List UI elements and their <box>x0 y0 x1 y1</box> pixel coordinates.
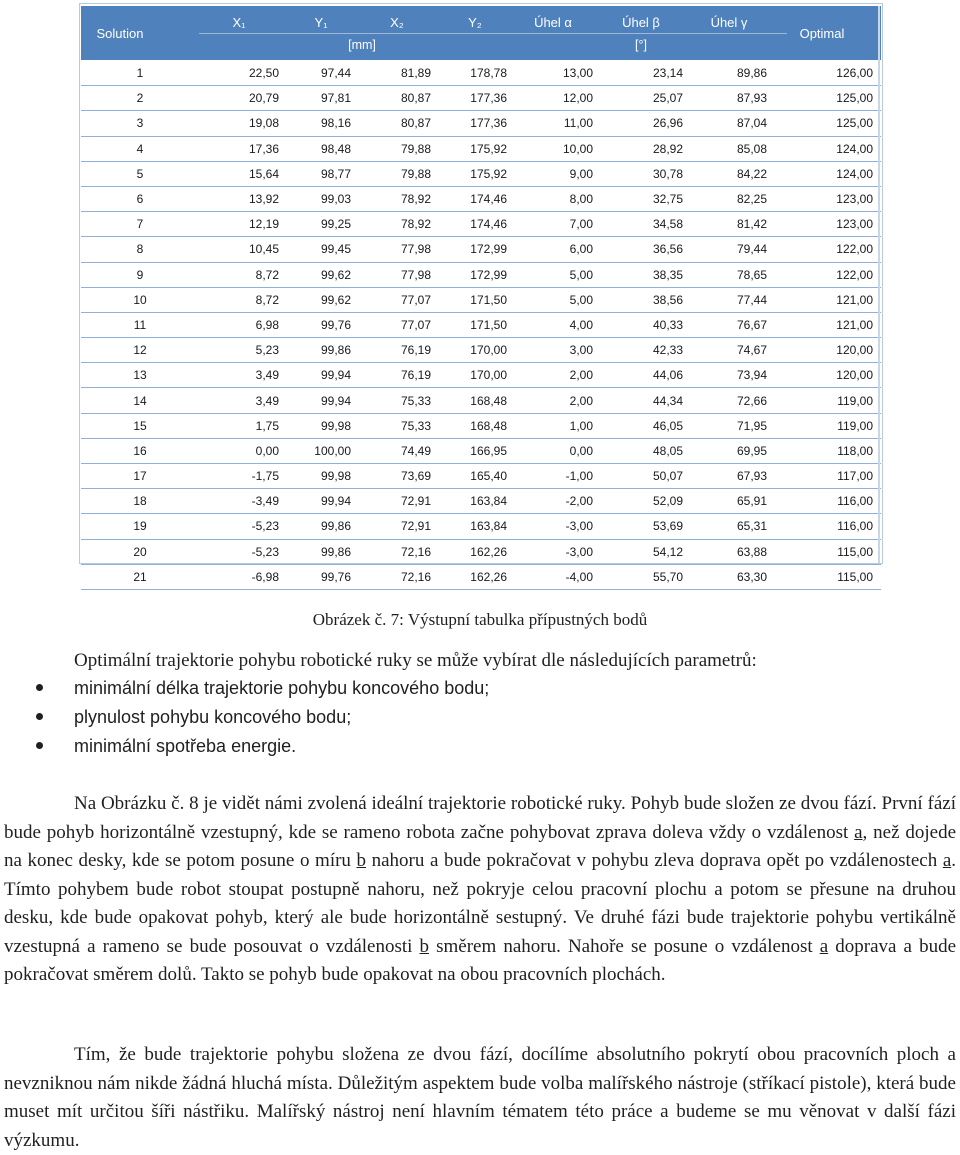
table-cell: 79,88 <box>357 136 437 161</box>
table-cell: 99,94 <box>285 363 357 388</box>
table-cell: 177,36 <box>437 111 513 136</box>
table-cell: -3,00 <box>513 514 599 539</box>
table-cell: 10,00 <box>513 136 599 161</box>
table-cell: 12,00 <box>513 86 599 111</box>
header-unit-mm: [mm] <box>348 38 376 52</box>
table-cell: 23,14 <box>599 61 689 86</box>
table-cell: 9,00 <box>513 161 599 186</box>
results-table-figure <box>79 3 883 584</box>
table-cell: 6,98 <box>199 312 285 337</box>
table-cell: 77,44 <box>689 287 773 312</box>
table-cell: 5,00 <box>513 262 599 287</box>
table-cell: 38,56 <box>599 287 689 312</box>
table-cell: 53,69 <box>599 514 689 539</box>
table-cell: 120,00 <box>773 338 881 363</box>
solution-number: 20 <box>81 539 199 564</box>
table-cell: 168,48 <box>437 413 513 438</box>
table-cell: 163,84 <box>437 514 513 539</box>
table-cell: 119,00 <box>773 413 881 438</box>
header-beta: Úhel β <box>622 15 660 30</box>
header-optimal: Optimal <box>799 26 845 41</box>
table-cell: 20,79 <box>199 86 285 111</box>
table-row <box>81 186 881 211</box>
table-cell: 175,92 <box>437 136 513 161</box>
table-cell: 26,96 <box>599 111 689 136</box>
header-gamma: Úhel γ <box>710 15 748 30</box>
solution-number: 12 <box>81 338 199 363</box>
table-cell: 97,44 <box>285 61 357 86</box>
table-cell: 38,35 <box>599 262 689 287</box>
table-cell: 165,40 <box>437 464 513 489</box>
table-cell: 30,78 <box>599 161 689 186</box>
table-cell: 71,95 <box>689 413 773 438</box>
table-cell: 2,00 <box>513 388 599 413</box>
table-cell: 44,34 <box>599 388 689 413</box>
table-cell: 28,92 <box>599 136 689 161</box>
table-cell: 77,07 <box>357 287 437 312</box>
table-cell: 174,46 <box>437 212 513 237</box>
table-cell: 63,30 <box>689 564 773 589</box>
solution-number: 6 <box>81 186 199 211</box>
table-cell: 99,94 <box>285 489 357 514</box>
text-span: . Tímto pohybem bude robot stoupat postupně nahoru, než pokryje celou pracovní plochu a potom se přesune na druhou desku, kde bude opakovat pohyb, který ale bude horizontálně sestupný. Ve druhé fázi bude trajektorie pohybu vertikálně vzestupná a rameno se bude posouvat o vzdálenosti <box>4 850 956 957</box>
table-row <box>81 312 881 337</box>
solution-number: 13 <box>81 363 199 388</box>
solution-number: 7 <box>81 212 199 237</box>
table-cell: 87,93 <box>689 86 773 111</box>
solution-number: 8 <box>81 237 199 262</box>
table-cell: 122,00 <box>773 262 881 287</box>
table-cell: 48,05 <box>599 438 689 463</box>
table-cell: 67,93 <box>689 464 773 489</box>
list-item-text: minimální délka trajektorie pohybu koncového bodu; <box>74 678 490 698</box>
table-cell: 76,19 <box>357 338 437 363</box>
list-item <box>0 677 489 706</box>
table-cell: 99,86 <box>285 514 357 539</box>
table-cell: 166,95 <box>437 438 513 463</box>
table-cell: 32,75 <box>599 186 689 211</box>
table-row <box>81 237 881 262</box>
solution-number: 4 <box>81 136 199 161</box>
table-cell: 99,76 <box>285 312 357 337</box>
solution-number: 9 <box>81 262 199 287</box>
table-cell: 8,72 <box>199 287 285 312</box>
table-cell: 6,00 <box>513 237 599 262</box>
solution-number: 2 <box>81 86 199 111</box>
table-cell: 52,09 <box>599 489 689 514</box>
table-cell: 99,62 <box>285 287 357 312</box>
solution-number: 19 <box>81 514 199 539</box>
table-cell: 82,25 <box>689 186 773 211</box>
table-cell: 72,91 <box>357 489 437 514</box>
figure-caption: Obrázek č. 7: Výstupní tabulka přípustných bodů <box>312 610 648 629</box>
table-row <box>81 86 881 111</box>
table-cell: 87,04 <box>689 111 773 136</box>
list-item-text: plynulost pohybu koncového bodu; <box>74 707 352 727</box>
table-cell: 72,91 <box>357 514 437 539</box>
table-cell: 3,00 <box>513 338 599 363</box>
solution-number: 11 <box>81 312 199 337</box>
table-cell: 98,77 <box>285 161 357 186</box>
table-cell: 100,00 <box>285 438 357 463</box>
variable-b: b <box>419 935 430 957</box>
solution-number: 17 <box>81 464 199 489</box>
table-cell: 55,70 <box>599 564 689 589</box>
table-cell: 99,76 <box>285 564 357 589</box>
header-y2: Y₂ <box>468 15 482 30</box>
table-cell: 73,69 <box>357 464 437 489</box>
table-row <box>81 438 881 463</box>
table-cell: 124,00 <box>773 136 881 161</box>
table-cell: 116,00 <box>773 514 881 539</box>
table-cell: 77,07 <box>357 312 437 337</box>
header-divider-mm <box>199 33 525 34</box>
table-cell: 72,66 <box>689 388 773 413</box>
table-row <box>81 61 881 86</box>
table-cell: 2,00 <box>513 363 599 388</box>
table-cell: 119,00 <box>773 388 881 413</box>
table-cell: 99,98 <box>285 413 357 438</box>
table-cell: -3,00 <box>513 539 599 564</box>
table-row <box>81 464 881 489</box>
table-cell: 75,33 <box>357 413 437 438</box>
solution-number: 10 <box>81 287 199 312</box>
text-span: Na Obrázku č. 8 je vidět námi zvolená ideální trajektorie robotické ruky. Pohyb bude složen ze dvou fází. První fází bude pohyb horizontálně vzestupný, kde se rameno robota začne pohybovat zprava doleva vždy o vzdálenost <box>4 793 956 843</box>
table-cell: 69,95 <box>689 438 773 463</box>
table-row <box>81 413 881 438</box>
table-cell: 171,50 <box>437 312 513 337</box>
bullet-icon <box>36 684 43 691</box>
table-cell: 1,75 <box>199 413 285 438</box>
header-x1: X₁ <box>232 15 246 30</box>
table-row <box>81 111 881 136</box>
table-cell: 121,00 <box>773 287 881 312</box>
table-cell: 15,64 <box>199 161 285 186</box>
text-span: směrem nahoru. Nahoře se posune o vzdálenost <box>429 935 820 957</box>
table-cell: 0,00 <box>513 438 599 463</box>
table-cell: 13,92 <box>199 186 285 211</box>
data-table <box>81 61 881 590</box>
table-cell: 79,44 <box>689 237 773 262</box>
table-cell: 34,58 <box>599 212 689 237</box>
solution-number: 18 <box>81 489 199 514</box>
table-cell: 178,78 <box>437 61 513 86</box>
table-cell: 99,86 <box>285 539 357 564</box>
table-row <box>81 388 881 413</box>
table-cell: 74,49 <box>357 438 437 463</box>
table-cell: -3,49 <box>199 489 285 514</box>
table-cell: 115,00 <box>773 564 881 589</box>
table-cell: 78,65 <box>689 262 773 287</box>
table-cell: 99,62 <box>285 262 357 287</box>
table-cell: 22,50 <box>199 61 285 86</box>
table-cell: 120,00 <box>773 363 881 388</box>
solution-number: 5 <box>81 161 199 186</box>
table-cell: 77,98 <box>357 262 437 287</box>
table-cell: 117,00 <box>773 464 881 489</box>
parameter-list <box>0 677 489 764</box>
table-cell: 80,87 <box>357 111 437 136</box>
table-cell: -1,00 <box>513 464 599 489</box>
table-cell: 72,16 <box>357 539 437 564</box>
list-item <box>0 706 489 735</box>
table-cell: 63,88 <box>689 539 773 564</box>
table-row <box>81 212 881 237</box>
table-cell: 121,00 <box>773 312 881 337</box>
solution-number: 16 <box>81 438 199 463</box>
bullet-icon <box>36 742 43 749</box>
solution-number: 15 <box>81 413 199 438</box>
variable-a: a <box>819 935 829 957</box>
table-cell: 74,67 <box>689 338 773 363</box>
header-y1: Y₁ <box>314 15 328 30</box>
table-cell: 65,31 <box>689 514 773 539</box>
table-cell: 44,06 <box>599 363 689 388</box>
table-cell: 25,07 <box>599 86 689 111</box>
table-cell: 11,00 <box>513 111 599 136</box>
header-alpha: Úhel α <box>534 15 572 30</box>
table-cell: 125,00 <box>773 111 881 136</box>
table-cell: 4,00 <box>513 312 599 337</box>
table-cell: 175,92 <box>437 161 513 186</box>
table-row <box>81 489 881 514</box>
table-cell: 72,16 <box>357 564 437 589</box>
table-cell: 36,56 <box>599 237 689 262</box>
table-cell: 13,00 <box>513 61 599 86</box>
list-item-text: minimální spotřeba energie. <box>74 736 297 756</box>
table-cell: 81,89 <box>357 61 437 86</box>
bullet-icon <box>36 713 43 720</box>
table-cell: 99,25 <box>285 212 357 237</box>
table-cell: 78,92 <box>357 212 437 237</box>
table-cell: 76,19 <box>357 363 437 388</box>
variable-a: a <box>854 821 863 843</box>
table-cell: 42,33 <box>599 338 689 363</box>
table-cell: 1,00 <box>513 413 599 438</box>
table-cell: 73,94 <box>689 363 773 388</box>
table-cell: -6,98 <box>199 564 285 589</box>
table-cell: 5,00 <box>513 287 599 312</box>
table-cell: 75,33 <box>357 388 437 413</box>
intro-sentence: Optimální trajektorie pohybu robotické ruky se může vybírat dle následujících parametrů: <box>74 650 757 671</box>
table-cell: 76,67 <box>689 312 773 337</box>
table-cell: 8,00 <box>513 186 599 211</box>
table-cell: 77,98 <box>357 237 437 262</box>
table-cell: 65,91 <box>689 489 773 514</box>
table-cell: 79,88 <box>357 161 437 186</box>
table-cell: 84,22 <box>689 161 773 186</box>
table-cell: 162,26 <box>437 564 513 589</box>
header-unit-deg: [°] <box>635 38 647 52</box>
paragraph-coverage: Tím, že bude trajektorie pohybu složena ze dvou fází, docílíme absolutního pokrytí obou pracovních ploch a nevzniknou nám nikde žádná hluchá místa. Důležitým aspektem bude volba malířského nástroje (stříkací pistole), která bude muset mít určitou šíři nástřiku. Malířský nástroj není hlavním tématem této práce a budeme se mu věnovat v další fázi výzkumu. <box>4 1044 956 1151</box>
table-cell: 99,94 <box>285 388 357 413</box>
table-header <box>81 6 881 60</box>
table-cell: 99,98 <box>285 464 357 489</box>
table-row <box>81 539 881 564</box>
table-row <box>81 161 881 186</box>
table-cell: 163,84 <box>437 489 513 514</box>
table-cell: 5,23 <box>199 338 285 363</box>
table-cell: 54,12 <box>599 539 689 564</box>
table-cell: 8,72 <box>199 262 285 287</box>
solution-number: 1 <box>81 61 199 86</box>
text-span: doprava a bude pokračovat směrem dolů. Takto se pohyb bude opakovat na obou pracovních plochách. <box>4 935 957 985</box>
table-cell: 124,00 <box>773 161 881 186</box>
table-cell: 0,00 <box>199 438 285 463</box>
table-cell: 3,49 <box>199 363 285 388</box>
table-cell: 116,00 <box>773 489 881 514</box>
table-cell: 172,99 <box>437 262 513 287</box>
table-cell: -5,23 <box>199 539 285 564</box>
table-cell: 126,00 <box>773 61 881 86</box>
table-cell: 50,07 <box>599 464 689 489</box>
table-row <box>81 514 881 539</box>
table-cell: 170,00 <box>437 363 513 388</box>
table-cell: 168,48 <box>437 388 513 413</box>
table-cell: 174,46 <box>437 186 513 211</box>
table-cell: 171,50 <box>437 287 513 312</box>
text-span: nahoru a bude pokračovat v pohybu zleva doprava opět po vzdálenostech <box>366 850 943 871</box>
table-cell: 12,19 <box>199 212 285 237</box>
table-cell: 85,08 <box>689 136 773 161</box>
table-cell: 3,49 <box>199 388 285 413</box>
solution-number: 14 <box>81 388 199 413</box>
table-cell: 123,00 <box>773 212 881 237</box>
table-cell: 115,00 <box>773 539 881 564</box>
table-cell: 17,36 <box>199 136 285 161</box>
table-row <box>81 287 881 312</box>
variable-b: b <box>356 850 367 871</box>
table-cell: 78,92 <box>357 186 437 211</box>
table-cell: 97,81 <box>285 86 357 111</box>
table-cell: 10,45 <box>199 237 285 262</box>
paragraph-trajectory <box>4 790 956 990</box>
text-span: , než dojede na konec desky, kde se potom posune o míru <box>4 821 957 871</box>
table-cell: 99,03 <box>285 186 357 211</box>
table-cell: 125,00 <box>773 86 881 111</box>
table-row <box>81 363 881 388</box>
table-cell: 89,86 <box>689 61 773 86</box>
table-row <box>81 338 881 363</box>
table-cell: 118,00 <box>773 438 881 463</box>
table-row <box>81 564 881 589</box>
variable-a: a <box>942 850 952 871</box>
table-cell: 172,99 <box>437 237 513 262</box>
table-cell: 7,00 <box>513 212 599 237</box>
table-cell: 177,36 <box>437 86 513 111</box>
table-cell: 162,26 <box>437 539 513 564</box>
table-cell: 80,87 <box>357 86 437 111</box>
table-cell: 98,48 <box>285 136 357 161</box>
solution-number: 21 <box>81 564 199 589</box>
table-cell: 170,00 <box>437 338 513 363</box>
table-cell: 99,86 <box>285 338 357 363</box>
header-divider-deg <box>525 33 787 34</box>
table-cell: -5,23 <box>199 514 285 539</box>
table-cell: 81,42 <box>689 212 773 237</box>
table-cell: 19,08 <box>199 111 285 136</box>
header-x2: X₂ <box>390 15 404 30</box>
table-cell: 98,16 <box>285 111 357 136</box>
table-cell: -1,75 <box>199 464 285 489</box>
table-cell: -4,00 <box>513 564 599 589</box>
solution-number: 3 <box>81 111 199 136</box>
table-row <box>81 136 881 161</box>
header-solution: Solution <box>96 26 144 41</box>
table-cell: 99,45 <box>285 237 357 262</box>
table-cell: 40,33 <box>599 312 689 337</box>
table-cell: 123,00 <box>773 186 881 211</box>
table-cell: 46,05 <box>599 413 689 438</box>
table-row <box>81 262 881 287</box>
table-cell: 122,00 <box>773 237 881 262</box>
table-cell: -2,00 <box>513 489 599 514</box>
list-item <box>0 735 489 764</box>
